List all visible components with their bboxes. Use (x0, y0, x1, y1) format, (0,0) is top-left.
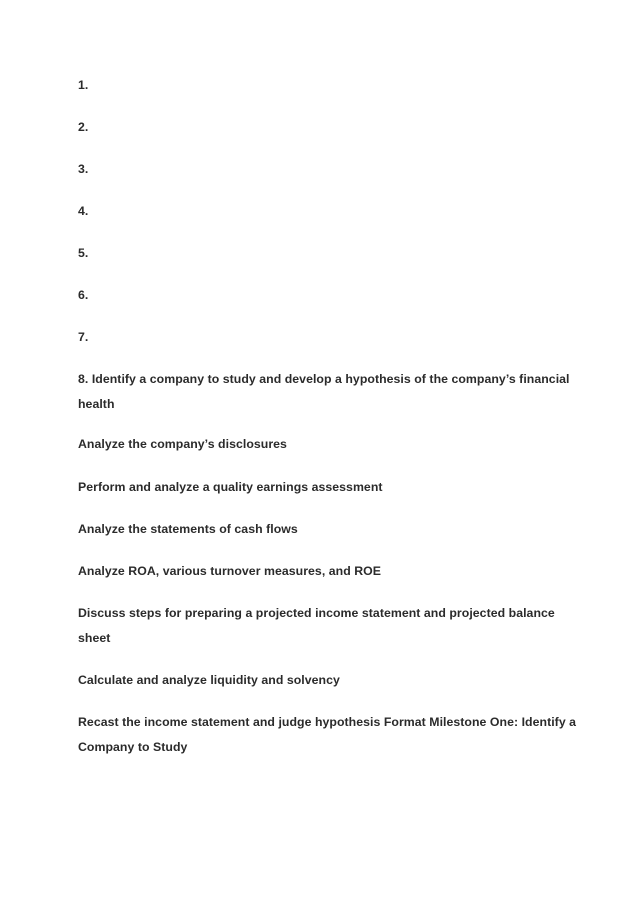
list-item-8-line-2: health (78, 397, 115, 411)
task-liquidity-solvency: Calculate and analyze liquidity and solvency (78, 673, 340, 687)
list-number-2: 2. (78, 120, 89, 134)
list-item-8-line-1: 8. Identify a company to study and develop a hypothesis of the company’s financial (78, 372, 570, 386)
task-recast-line-1: Recast the income statement and judge hypothesis Format Milestone One: Identify a (78, 715, 577, 729)
task-roa-roe: Analyze ROA, various turnover measures, and ROE (78, 564, 382, 578)
task-quality-earnings: Perform and analyze a quality earnings assessment (78, 480, 383, 494)
list-number-5: 5. (78, 246, 89, 260)
list-number-3: 3. (78, 162, 89, 176)
task-disclosures: Analyze the company’s disclosures (78, 437, 287, 451)
task-projected-statements-line-2: sheet (78, 631, 111, 645)
list-number-7: 7. (78, 330, 89, 344)
task-recast-line-2: Company to Study (78, 740, 188, 754)
task-projected-statements-line-1: Discuss steps for preparing a projected income statement and projected balance (78, 606, 555, 620)
list-number-4: 4. (78, 204, 89, 218)
task-cash-flows: Analyze the statements of cash flows (78, 522, 298, 536)
list-number-1: 1. (78, 78, 89, 92)
list-number-6: 6. (78, 288, 89, 302)
